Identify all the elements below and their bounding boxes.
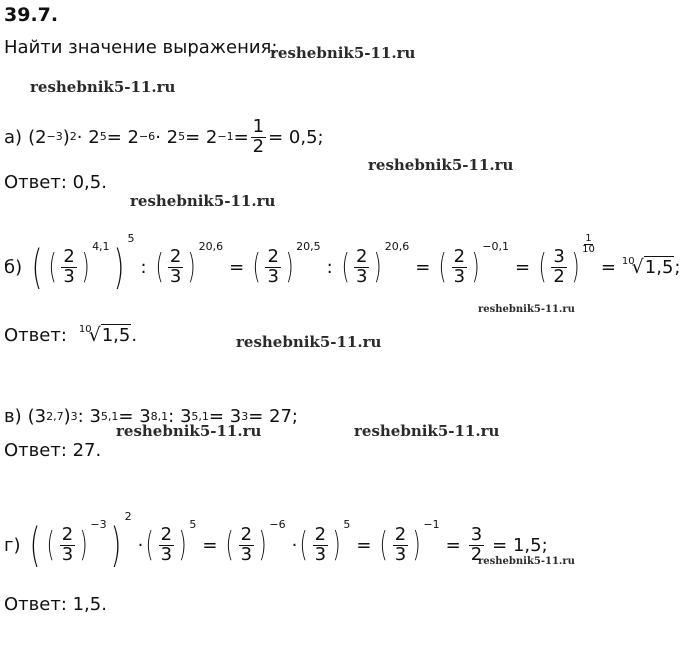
watermark: reshebnik5-11.ru: [368, 156, 514, 174]
watermark: reshebnik5-11.ru: [116, 422, 262, 440]
fraction: $\frac{1}{2}$: [252, 116, 265, 157]
watermark: reshebnik5-11.ru: [478, 556, 575, 567]
watermark: reshebnik5-11.ru: [130, 192, 276, 210]
part-c-solution: в) (3 2,7 ) 3 : 3 5,1 = 3 8,1 : 3 5,1 = 3 3 = 27;: [4, 406, 298, 427]
part-a-answer: Ответ: 0,5.: [4, 172, 107, 193]
part-c-answer: Ответ: 27.: [4, 440, 102, 461]
problem-number: 39.7.: [4, 4, 59, 26]
problem-statement: Найти значение выражения:: [4, 37, 278, 58]
watermark: reshebnik5-11.ru: [236, 333, 382, 351]
part-b-solution: б) ( ( $\frac{2}{3}$ ) 4,1 ) 5 : ( $\frac{2}{3}$ ) 20,6 = ( $\frac{2}{3}$ ) 20,5 : ( $\frac{2}{3}$ ) 20,6 = ( $\frac{2}{3}$ ) −0,1 = ( $\frac{3}{2}$ ) 1 10 = 10 √ 1,5 ;: [4, 232, 680, 294]
watermark: reshebnik5-11.ru: [270, 44, 416, 62]
part-d-solution: г) ( ( $\frac{2}{3}$ ) −3 ) 2 · ( $\frac{2}{3}$ ) 5 = ( $\frac{2}{3}$ ) −6 · ( $\frac{2}{3}$ ) 5 = ( $\frac{2}{3}$ ) −1 = $\frac{3}{2}$ = 1,5;: [4, 510, 548, 572]
watermark: reshebnik5-11.ru: [354, 422, 500, 440]
part-a-solution: а) (2 −3 ) 2 · 2 5 = 2 −6 · 2 5 = 2 −1 = $\frac{1}{2}$ = 0,5;: [4, 116, 324, 157]
part-b-answer: Ответ: 10 √ 1,5 .: [4, 324, 138, 346]
watermark: reshebnik5-11.ru: [30, 78, 176, 96]
watermark: reshebnik5-11.ru: [478, 304, 575, 315]
nth-root: 10 √ 1,5: [621, 256, 674, 278]
part-d-answer: Ответ: 1,5.: [4, 594, 107, 615]
